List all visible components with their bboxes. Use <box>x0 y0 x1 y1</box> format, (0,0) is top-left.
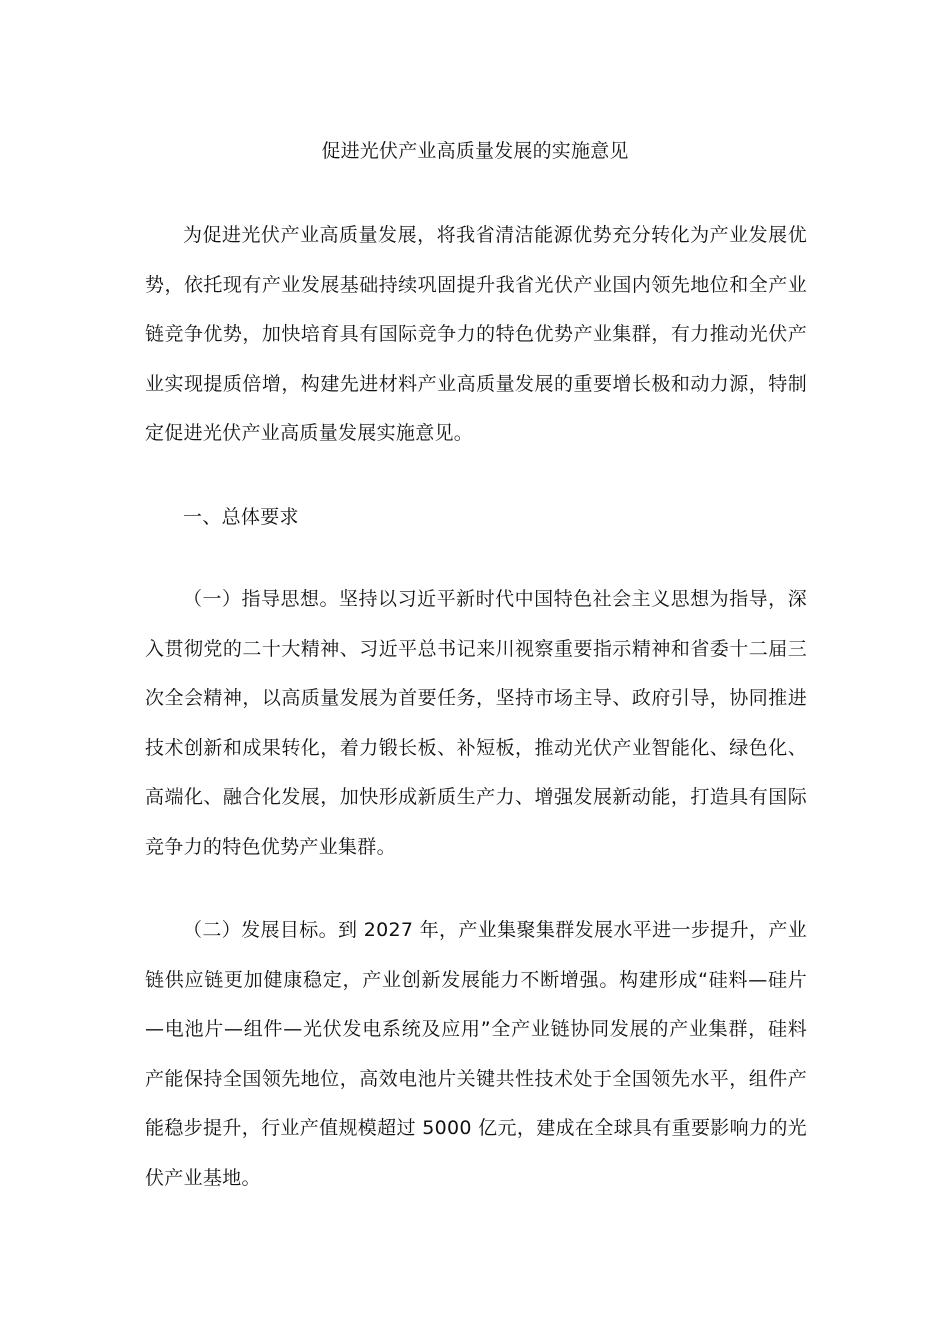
section-heading-general-requirements: 一、总体要求 <box>183 506 299 528</box>
intro-paragraph: 为促进光伏产业高质量发展，将我省清洁能源优势充分转化为产业发展优势，依托现有产业发展基础持续巩固提升我省光伏产业国内领先地位和全产业链竞争优势，加快培育具有国际竞争力的特色优势产业集群，有力推动光伏产业实现提质倍增，构建先进材料产业高质量发展的重要增长极和动力源，特制定促进光伏产业高质量发展实施意见。 <box>145 224 807 444</box>
guiding-thought-paragraph: （一）指导思想。坚持以习近平新时代中国特色社会主义思想为指导，深入贯彻党的二十大精神、习近平总书记来川视察重要指示精神和省委十二届三次全会精神，以高质量发展为首要任务，坚持市场主导、政府引导，协同推进技术创新和成果转化，着力锻长板、补短板，推动光伏产业智能化、绿色化、高端化、融合化发展，加快形成新质生产力、增强发展新动能，打造具有国际竞争力的特色优势产业集群。 <box>145 588 807 858</box>
document-title: 促进光伏产业高质量发展的实施意见 <box>321 140 629 162</box>
development-goals-paragraph: （二）发展目标。到 2027 年，产业集聚集群发展水平进一步提升，产业链供应链更加健康稳定，产业创新发展能力不断增强。构建形成“硅料—硅片—电池片—组件—光伏发电系统及应用”全产业链协同发展的产业集群，硅料产能保持全国领先地位，高效电池片关键共性技术处于全国领先水平，组件产能稳步提升，行业产值规模超过 5000 亿元，建成在全球具有重要影响力的光伏产业基地。 <box>145 919 807 1189</box>
